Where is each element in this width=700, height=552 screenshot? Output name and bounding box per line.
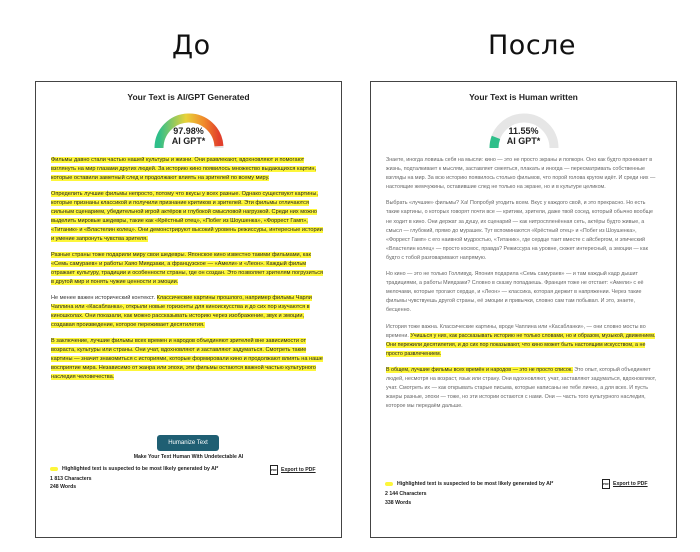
highlighted-segment: Разные страны тоже подарили миру свои шедевры. Японское кино известно такими фильмами, как «Семь самураев» и работы Хаяо Миядзаки, а французское — «Амели» и «Леон». Каждый фильм отражает культуру, традиции и особенности страны, где он создан. Это позволяет зрителям погрузиться в другой мир и понять чужие ценности и эмоции.	[51, 252, 324, 285]
result-panel-ai	[35, 81, 342, 538]
highlight-swatch	[50, 467, 58, 471]
highlight-swatch	[385, 482, 393, 486]
highlighted-segment: Определить лучшие фильмы непросто, потому что вкусы у всех разные. Однако существуют картины, которые признаны классикой и получили признание критиков и зрителей. Эти фильмы отличаются сильным сценарием, убедительной игрой актёров и глубокой смысловой нагрузкой. Среди них можно выделить мировые шедевры, такие как «Крёстный отец», «Побег из Шоушенка», «Форрест Гамп», «Титаник» и «Властелин колец». Они демонстрируют высокий уровень режиссуры, интересные истории и умение запронуть чувства зрителя.	[51, 191, 323, 242]
gauge-label: AI GPT*	[506, 136, 541, 146]
text-segment: Знаете, иногда ловишь себя на мысли: кино — это не просто экраны и попкорн. Оно как будто проникает в жизнь, подталкивает к мыслям, заставляет смеяться, плакать и иногда — пересматривать собственные взгляды на мир. За всю историю появилось столько фильмов, что порой голова кругом идёт. И среди них — настоящие жемчужины, оставившие след не только на экране, но и в культуре целиком.	[386, 157, 656, 191]
export-pdf-link[interactable]	[602, 479, 648, 489]
highlighted-segment: Классические картины прошлого, например фильмы Чарли Чаплина или «Касабланка», открыли новые горизонты для киноискусства и до сих пор изучаются в киношколах. Они показали, как можно рассказывать историю через изображение, звук и эмоции, создавая произведение, которое переживает десятилетия.	[51, 295, 312, 328]
text-paragraph	[386, 270, 660, 315]
text-paragraph	[51, 337, 325, 382]
highlighted-segment: Фильмы давно стали частью нашей культуры и жизни. Они развлекают, вдохновляют и помогают взглянуть на мир глазами других людей. За историю кино появилось множество выдающихся картин, которые оставили заметный след и продолжают влиять на зрителей по всему миру.	[51, 157, 317, 181]
text-paragraph	[51, 251, 325, 287]
text-paragraph	[386, 199, 660, 263]
word-count: 338 Words	[385, 500, 412, 506]
gauge-percent: 97.98%	[173, 126, 204, 136]
heading-before: До	[172, 30, 211, 61]
pdf-file-icon: PDF	[270, 465, 278, 475]
text-paragraph	[386, 366, 660, 411]
legend-text: Highlighted text is suspected to be most likely generated by AI*	[397, 481, 554, 487]
highlight-legend	[50, 466, 218, 472]
gauge-percent: 11.55%	[508, 126, 539, 136]
highlighted-segment: В заключение, лучшие фильмы всех времен и народов объединяют зрителей вне зависимости от возраста, культуры или страны. Они учат, вдохновляют и заставляют задуматься. Смотреть такие картины — значит знакомиться с историями, которые формировали кино и продолжают влиять на наше восприятие мира. Независимо от жанра или эпохи, эти фильмы остаются важной частью культурного наследия человечества.	[51, 338, 323, 380]
gauge-label: AI GPT*	[171, 136, 206, 146]
analyzed-text	[51, 156, 325, 389]
character-count: 2 144 Characters	[385, 491, 427, 497]
text-segment: Но кино — это не только Голливуд. Япония подарила «Семь самураев» — и там каждый кадр дышит традициями, а работы Миядзаки? Словно в сказку попадаешь. Франция тоже не отстает: «Амели» с её мелочами, которые трогают сердце, и «Леон» — классика, которая держит в напряжении. Через такие фильмы чувствуешь другой страны, её эмоции и привычки, словно сам там побывал. И это, знаете, бесценно.	[386, 271, 644, 314]
result-title: Your Text is Human written	[469, 92, 578, 102]
legend-text: Highlighted text is suspected to be most likely generated by AI*	[62, 466, 219, 472]
highlighted-segment: Учишься у них, как рассказывать историю не только словами, но и образом, музыкой, движением. Они пережили десятилетия, и до сих пор показывают, что кино может быть настоящим искусством, а не просто развлечением.	[386, 332, 656, 357]
text-paragraph	[51, 156, 325, 183]
export-pdf-link[interactable]	[270, 465, 316, 475]
humanize-subtitle: Make Your Text Human With Undetectable AI	[133, 454, 244, 460]
highlight-legend	[385, 481, 553, 487]
text-paragraph	[386, 323, 660, 359]
analyzed-text	[386, 156, 660, 418]
pdf-file-icon: PDF	[602, 479, 610, 489]
text-segment: История тоже важна. Классические картины, вроде Чаплина или «Касабланки», — они словно мосты во времени.	[386, 323, 646, 339]
humanize-text-button[interactable]: Humanize Text	[157, 435, 219, 451]
text-paragraph	[51, 190, 325, 244]
text-segment: Это опыт, который объединяет людей, несмотря на возраст, язык или страну. Они вдохновляют, учат, заставляют задуматься, вдохновляют, учат. Смотреть их — как открывать старые письма, которые написаны не тебе лично, а для всех. И пусть жанры разные, эпохи — тоже, но эти истории остаются с нами. Они — часть того культурного наследия, которое мы передаём дальше.	[386, 366, 656, 410]
text-segment: Выбрать «лучшие» фильмы? Ха! Попробуй угодить всем. Вкус у каждого свой, и это прекрасно. Но есть такие картины, о которых говорят почти все — критики, зрители, даже твой сосед, который обычно вообще не ходит в кино. Они держат за душу, их сценарий — как нитроспленённая сеть, актёры будто живые, а смысл — глубокий, прямо до мурашек. Тут вспоминаются «Крёстный отец» и «Побег из Шоушенка», «Форрест Гамп» с его наивной мудростью, «Титаник», где сердце таит вместе с айсбергом, и эпический «Властелин колец» — просто космос, правда? Режиссура на уровне, сюжет интересный, а эмоции — как будто с тобой разговаривают напрямую.	[386, 200, 653, 261]
export-pdf-label: Export to PDF	[613, 481, 648, 487]
character-count: 1 813 Characters	[50, 476, 92, 482]
text-paragraph	[386, 156, 660, 192]
result-panel-human	[370, 81, 677, 538]
export-pdf-label: Export to PDF	[281, 467, 316, 473]
highlighted-segment: В общем, лучшие фильмы всех времён и народов — это не просто список.	[386, 366, 573, 373]
word-count: 248 Words	[50, 484, 77, 490]
result-title: Your Text is AI/GPT Generated	[127, 92, 250, 102]
text-segment: Не менее важен исторический контекст.	[51, 295, 157, 301]
text-paragraph	[51, 294, 325, 330]
heading-after: После	[488, 30, 577, 61]
